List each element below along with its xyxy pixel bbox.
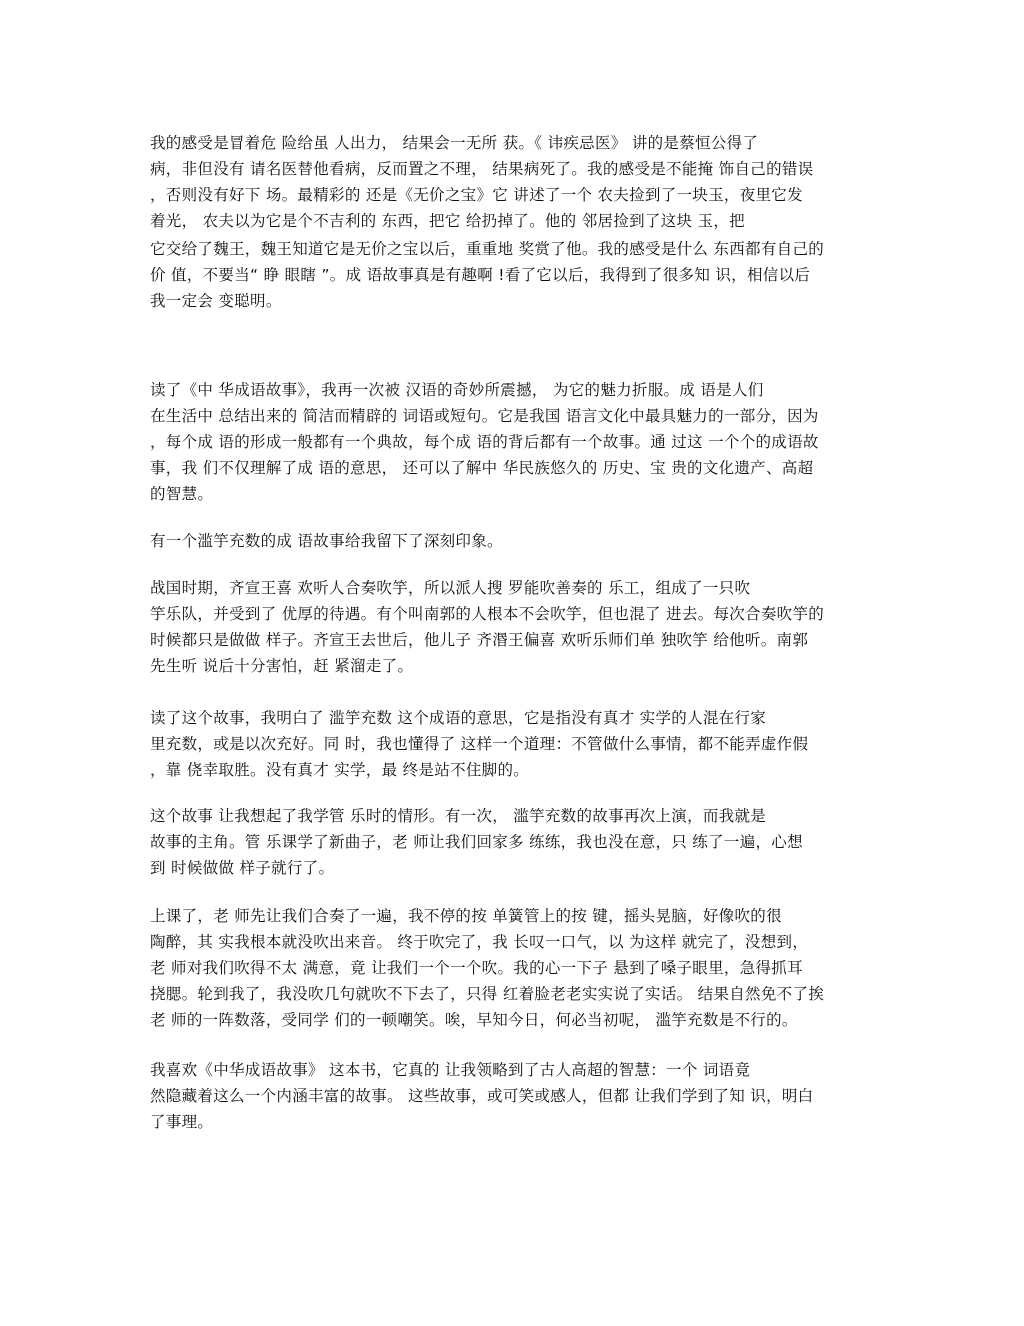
text-line: 着光， 农夫以为它是个不吉利的 东西，把它 给扔掉了。他的 邻居捡到了这块 玉，把 <box>150 212 745 230</box>
text-line: 战国时期，齐宣王喜 欢听人合奏吹竽，所以派人搜 罗能吹善奏的 乐工，组成了一只吹 <box>150 579 751 597</box>
text-line: 价 值，不要当“ 睁 眼瞎 ”。成 语故事真是有趣啊 !看了它以后，我得到了很多知 识，相信以后 <box>150 266 811 284</box>
paragraph-6 <box>150 705 875 783</box>
text-line: 这个故事 让我想起了我学管 乐时的情形。有一次， 滥竽充数的故事再次上演，而我就是 <box>150 807 767 825</box>
text-line: ，否则没有好下 场。最精彩的 还是《无价之宝》它 讲述了一个 农夫捡到了一块玉，夜里它发 <box>150 186 803 204</box>
text-line: ，每个成 语的形成一般都有一个典故，每个成 语的背后都有一个故事。通 过这 一个个的成语故 <box>150 433 819 451</box>
text-line: 了事理。 <box>150 1113 214 1131</box>
text-line: 上课了，老 师先让我们合奏了一遍，我不停的按 单簧管上的按 键，摇头晃脑，好像吹的很 <box>150 907 782 925</box>
text-line: 然隐藏着这么一个内涵丰富的故事。 这些故事，或可笑或感人，但都 让我们学到了知 识，明白 <box>150 1087 814 1105</box>
text-line: 读了《中 华成语故事》，我再一次被 汉语的奇妙所震撼， 为它的魅力折服。成 语是人们 <box>150 381 764 399</box>
text-line: 我一定会 变聪明。 <box>150 292 282 310</box>
text-line: 挠腮。轮到我了，我没吹几句就吹不下去了，只得 红着脸老老实实说了实话。 结果自然免不了挨 <box>150 985 825 1003</box>
paragraph-9 <box>150 1057 875 1135</box>
text-line: 到 时候做做 样子就行了。 <box>150 859 335 877</box>
paragraph-3 <box>150 377 875 507</box>
text-line: 故事的主角。管 乐课学了新曲子，老 师让我们回家多 练练，我也没在意，只 练了一遍，心想 <box>150 833 803 851</box>
text-line: 在生活中 总结出来的 简洁而精辟的 词语或短句。它是我国 语言文化中最具魅力的一部分，因为 <box>150 407 819 425</box>
text-line: 老 师的一阵数落，受同学 们的一顿嘲笑。唉，早知今日，何必当初呢， 滥竽充数是不行的。 <box>150 1011 798 1029</box>
paragraph-1 <box>150 130 875 234</box>
paragraph-8 <box>150 903 875 1033</box>
text-line: 竽乐队，并受到了 优厚的待遇。有个叫南郭的人根本不会吹竽，但也混了 进去。每次合奏吹竽的 <box>150 605 825 623</box>
paragraph-4 <box>150 528 875 554</box>
text-line: 我喜欢《中华成语故事》 这本书，它真的 让我领略到了古人高超的智慧：一个 词语竟 <box>150 1061 751 1079</box>
text-line: 事，我 们不仅理解了成 语的意思， 还可以了解中 华民族悠久的 历史、宝 贵的文化遗产、高超 <box>150 459 814 477</box>
paragraph-2 <box>150 236 875 314</box>
text-line: 先生听 说后十分害怕，赶 紧溜走了。 <box>150 657 414 675</box>
text-line: ，靠 侥幸取胜。没有真才 实学，最 终是站不住脚的。 <box>150 761 530 779</box>
text-line: 里充数，或是以次充好。同 时，我也懂得了 这样一个道理：不管做什么事情，都不能弄虚作假 <box>150 735 809 753</box>
paragraph-7 <box>150 803 875 881</box>
paragraph-5 <box>150 575 875 679</box>
text-line: 读了这个故事，我明白了 滥竽充数 这个成语的意思，它是指没有真才 实学的人混在行家 <box>150 709 767 727</box>
text-line: 有一个滥竽充数的成 语故事给我留下了深刻印象。 <box>150 532 503 550</box>
text-line: 时候都只是做做 样子。齐宣王去世后，他儿子 齐湣王偏喜 欢听乐师们单 独吹竽 给他听。南郭 <box>150 631 809 649</box>
text-line: 我的感受是冒着危 险给虽 人出力， 结果会一无所 获。《 讳疾忌医》 讲的是蔡恒公得了 <box>150 134 759 152</box>
text-line: 它交给了魏王，魏王知道它是无价之宝以后，重重地 奖赏了他。我的感受是什么 东西都有自己的 <box>150 240 825 258</box>
text-line: 老 师对我们吹得不太 满意，竟 让我们一个一个吹。我的心一下子 悬到了嗓子眼里，急得抓耳 <box>150 959 803 977</box>
text-line: 的智慧。 <box>150 485 214 503</box>
text-line: 病，非但没有 请名医替他看病，反而置之不理， 结果病死了。我的感受是不能掩 饰自己的错误 <box>150 160 814 178</box>
text-line: 陶醉，其 实我根本就没吹出来音。 终于吹完了，我 长叹一口气，以 为这样 就完了，没想到， <box>150 933 809 951</box>
